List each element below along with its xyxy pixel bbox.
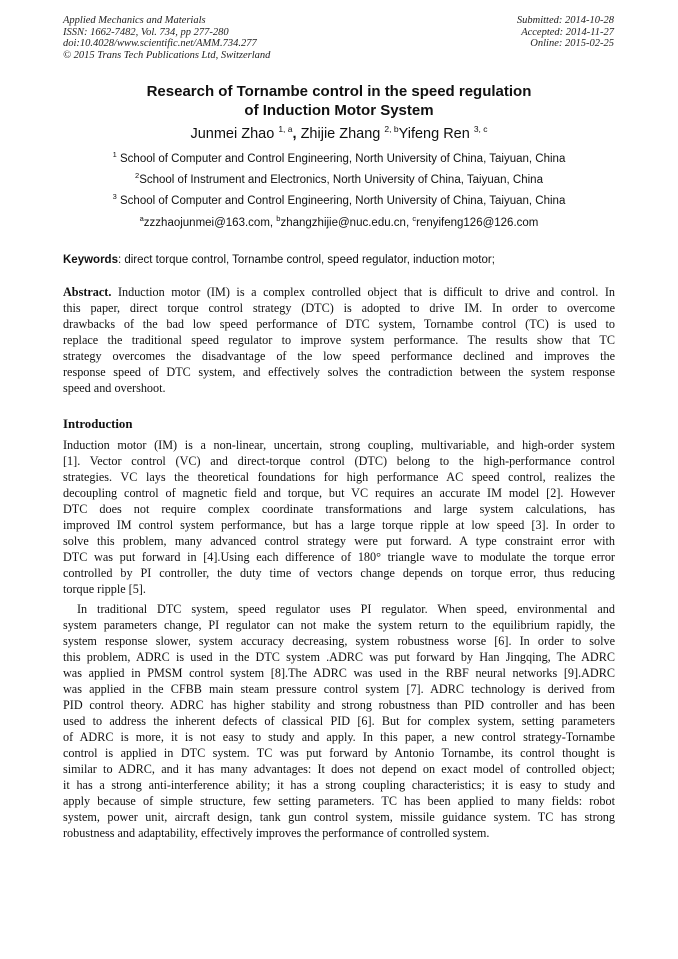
body-line: [1]. Vector control (VC) and direct-torque control (DTC) belong to the high-performance control: [63, 454, 615, 468]
affiliation-text: School of Computer and Control Engineering, North University of China, Taiyuan, China: [116, 153, 566, 165]
body-line: torque ripple [5].: [63, 582, 146, 596]
author-marker: 3, c: [473, 124, 488, 134]
abstract-label: Abstract.: [63, 285, 112, 299]
keywords-text: : direct torque control, Tornambe control, speed regulator, induction motor;: [117, 254, 495, 266]
abstract-line: replace the traditional speed regulator to improve system performance. The results show that TC: [63, 333, 615, 347]
keywords-label: Keywords: [63, 254, 118, 266]
intro-paragraph: [63, 601, 615, 841]
body-line: PID control theory. ADRC has higher stability and strong robustness than PID controller and has been: [63, 698, 615, 712]
email-address: zhangzhijie@nuc.edu.cn,: [280, 217, 413, 229]
online-date: Online: 2015-02-25: [530, 38, 614, 50]
body-line: it has a strong anti-interference ability; it has a strong coupling characteristics; it is easy to study and: [63, 778, 615, 792]
keywords: [63, 253, 623, 267]
abstract-line: [63, 284, 615, 300]
email-list: [63, 216, 615, 230]
body-line: this problem, ADRC is used in the DTC system .ADRC was put forward by Han Jingqing, The ADRC: [63, 650, 615, 664]
body-line: was applied in PMSM control system [8].The ADRC was used in the RBF neural networks [9].ADRC: [63, 666, 615, 680]
copyright-line: © 2015 Trans Tech Publications Ltd, Switzerland: [63, 49, 271, 61]
body-line: DTC was put forward in [4].Using each difference of 180° triangle wave to modulate the torque error: [63, 550, 615, 564]
author-marker: 2, b: [384, 124, 399, 134]
issn-line: ISSN: 1662-7482, Vol. 734, pp 277-280: [63, 26, 229, 38]
body-line: used to address the inherent defects of classical PID [6]. But for complex system, setting parameters: [63, 714, 615, 728]
author-separator: ,: [292, 126, 301, 142]
body-line: robustness and adaptability, effectively improves the performance of controlled system.: [63, 826, 490, 840]
doi-line: doi:10.4028/www.scientific.net/AMM.734.277: [63, 38, 257, 50]
abstract-line: drawbacks of the bad low speed performance of DTC system, Tornambe control (TC) is used to: [63, 317, 615, 331]
body-line: system, power unit, aircraft design, tank gun control system, missile guidance system. TC has strong: [63, 810, 615, 824]
body-line: improved IM control system performance, but has a large torque ripple at low speed [3]. In order to: [63, 518, 615, 532]
affiliation-text: School of Computer and Control Engineering, North University of China, Taiyuan, China: [116, 195, 566, 207]
email-marker: c: [412, 214, 417, 223]
body-line: In traditional DTC system, speed regulator uses PI regulator. When speed, environmental and: [77, 602, 615, 616]
email-address: renyifeng126@126.com: [416, 217, 539, 229]
body-line: system parameters change, PI regulator can not make the system return to the equilibrium rapidly, the: [63, 618, 615, 632]
body-line: DTC does not require complex coordinate transformations and large system calculations, has: [63, 502, 615, 516]
affiliation: [63, 152, 615, 166]
affiliation: [63, 194, 615, 208]
title-line: of Induction Motor System: [244, 102, 434, 119]
intro-paragraph: [63, 437, 615, 597]
abstract-line: strategy overcomes the disadvantage of the low speed performance declined and improves the: [63, 349, 615, 363]
abstract: [63, 284, 615, 396]
body-line: of ADRC is more, it is not easy to study and apply. In this paper, a new control strategy-Tornambe: [63, 730, 615, 744]
author-name: Junmei Zhao: [190, 126, 279, 142]
journal-info: [63, 15, 270, 61]
body-line: system response slower, system accuracy decreasing, system robustness worse [6]. In order to solve: [63, 634, 615, 648]
author-list: [63, 124, 615, 144]
abstract-line: this paper, direct torque control strategy (DTC) is adopted to drive IM. In order to overcome: [63, 301, 615, 315]
body-line: control is applied in DTC system. TC was put forward by Antonio Tornambe, its control thought is: [63, 746, 615, 760]
email-marker: b: [276, 214, 281, 223]
body-line: solve this problem, many advanced control strategy were put forward. A type constraint error with: [63, 534, 615, 548]
abstract-text: Induction motor (IM) is a complex controlled object that is difficult to drive and control. In: [111, 285, 615, 299]
body-line: controlled by PI controller, the duty time of vectors change depends on torque error, thus reducing: [63, 566, 615, 580]
body-line: was applied in the CFBB main steam pressure control system [7]. ADRC technology is derived from: [63, 682, 615, 696]
section-heading: Introduction: [63, 417, 133, 431]
abstract-line: speed and overshoot.: [63, 381, 166, 395]
title-line: Research of Tornambe control in the speed regulation: [146, 83, 532, 100]
body-line: strategies. VC lays the theoretical foundations for high performance AC speed control, realizes the: [63, 470, 615, 484]
email-marker: a: [139, 214, 144, 223]
author-name: Zhijie Zhang: [300, 126, 385, 142]
affiliation: [63, 173, 615, 187]
paper-title: [63, 82, 615, 120]
author-marker: 1, a: [278, 124, 293, 134]
email-address: zzzhaojunmei@163.com,: [143, 217, 277, 229]
body-line: apply because of simple structure, few setting parameters. TC has been applied to many fields: robot: [63, 794, 615, 808]
journal-name: Applied Mechanics and Materials: [63, 15, 206, 26]
body-line: similar to ADRC, and it has many advantages: It does not depend on exact model of controlled object;: [63, 762, 615, 776]
body-line: decoupling control of magnetic field and torque, but VC requires an accurate IM model [2]. However: [63, 486, 615, 500]
author-name: Yifeng Ren: [398, 126, 474, 142]
affiliation-marker: 2: [135, 171, 140, 180]
affiliation-text: School of Instrument and Electronics, North University of China, Taiyuan, China: [139, 174, 543, 186]
body-line: Induction motor (IM) is a non-linear, uncertain, strong coupling, multivariable, and high-order system: [63, 438, 615, 452]
accepted-date: Accepted: 2014-11-27: [521, 26, 614, 38]
affiliation-marker: 3: [112, 192, 117, 201]
affiliation-marker: 1: [112, 150, 117, 159]
submitted-date: Submitted: 2014-10-28: [516, 15, 614, 26]
submission-dates: [517, 15, 614, 50]
abstract-line: response speed of DTC system, and effectively solves the contradiction between the system response: [63, 365, 615, 379]
